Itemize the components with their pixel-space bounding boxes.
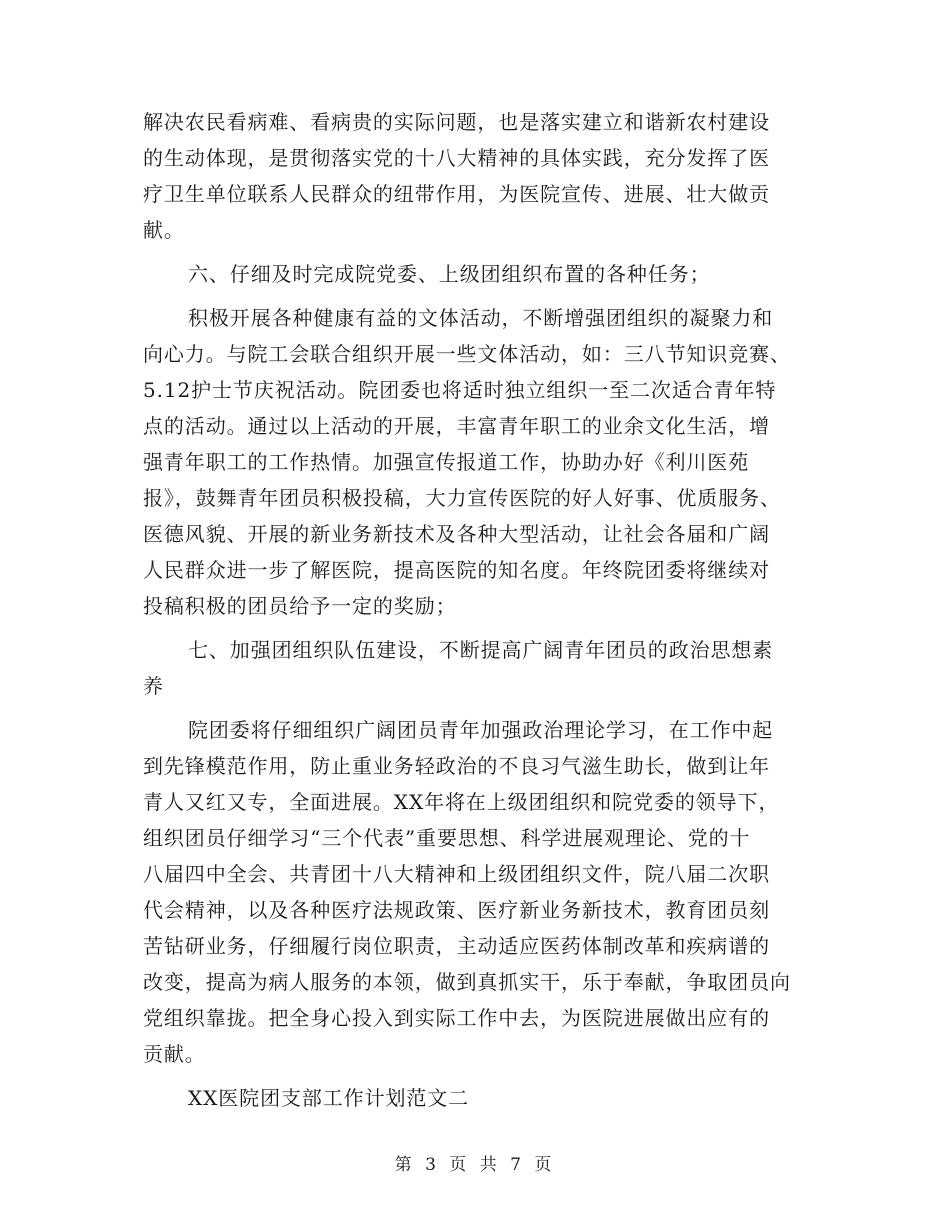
text-line: 报》，鼓舞青年团员积极投稿，大力宣传医院的好人好事、优质服务、 — [143, 486, 781, 510]
text-line: 青人又红又专，全面进展。XX年将在上级团组织和院党委的领导下， — [143, 790, 780, 814]
text-line: 人民群众进一步了解医院，提高医院的知名度。年终院团委将继续对 — [143, 558, 770, 582]
text-line: 的生动体现，是贯彻落实党的十八大精神的具体实践，充分发挥了医 — [143, 146, 770, 170]
body-text — [143, 104, 808, 1116]
text-line: 积极开展各种健康有益的文体活动，不断增强团组织的凝聚力和 — [188, 306, 774, 330]
text-line: 5.12护士节庆祝活动。院团委也将适时独立组织一至二次适合青年特 — [143, 378, 777, 402]
text-line: 组织团员仔细学习“三个代表”重要思想、科学进展观理论、党的十 — [143, 826, 751, 850]
text-line: 强青年职工的工作热情。加强宣传报道工作，协助办好《利川医苑 — [143, 450, 750, 474]
next-section-title: XX医院团支部工作计划范文二 — [188, 1086, 470, 1110]
text-line: 苦钻研业务，仔细履行岗位职责，主动适应医药体制改革和疾病谱的 — [143, 934, 770, 958]
text-line: 代会精神，以及各种医疗法规政策、医疗新业务新技术，教育团员刻 — [143, 898, 770, 922]
text-line: 贡献。 — [143, 1042, 206, 1066]
section-heading-seven: 七、加强团组织队伍建设，不断提高广阔青年团员的政治思想素 — [188, 638, 774, 662]
section-heading-six: 六、仔细及时完成院党委、上级团组织布置的各种任务； — [188, 262, 711, 286]
text-line: 改变，提高为病人服务的本领，做到真抓实干，乐于奉献，争取团员向 — [143, 970, 791, 994]
text-line: 院团委将仔细组织广阔团员青年加强政治理论学习，在工作中起 — [188, 718, 774, 742]
text-line: 解决农民看病难、看病贵的实际问题，也是落实建立和谐新农村建设 — [143, 110, 770, 134]
text-line: 向心力。与院工会联合组织开展一些文体活动，如：三八节知识竞赛、 — [143, 342, 791, 366]
text-line: 疗卫生单位联系人民群众的纽带作用，为医院宣传、进展、壮大做贡 — [143, 182, 770, 206]
text-line: 医德风貌、开展的新业务新技术及各种大型活动，让社会各届和广阔 — [143, 522, 770, 546]
text-line: 点的活动。通过以上活动的开展，丰富青年职工的业余文化生活，增 — [143, 414, 770, 438]
text-line: 养 — [143, 674, 164, 698]
page-number-footer: 第 3 页 共 7 页 — [394, 1155, 556, 1175]
text-line: 党组织靠拢。把全身心投入到实际工作中去，为医院进展做出应有的 — [143, 1006, 770, 1030]
text-line: 到先锋模范作用，防止重业务轻政治的不良习气滋生助长，做到让年 — [143, 754, 770, 778]
text-line: 八届四中全会、共青团十八大精神和上级团组织文件，院八届二次职 — [143, 862, 770, 886]
text-line: 投稿积极的团员给予一定的奖励； — [143, 594, 457, 618]
text-line: 献。 — [143, 218, 185, 242]
